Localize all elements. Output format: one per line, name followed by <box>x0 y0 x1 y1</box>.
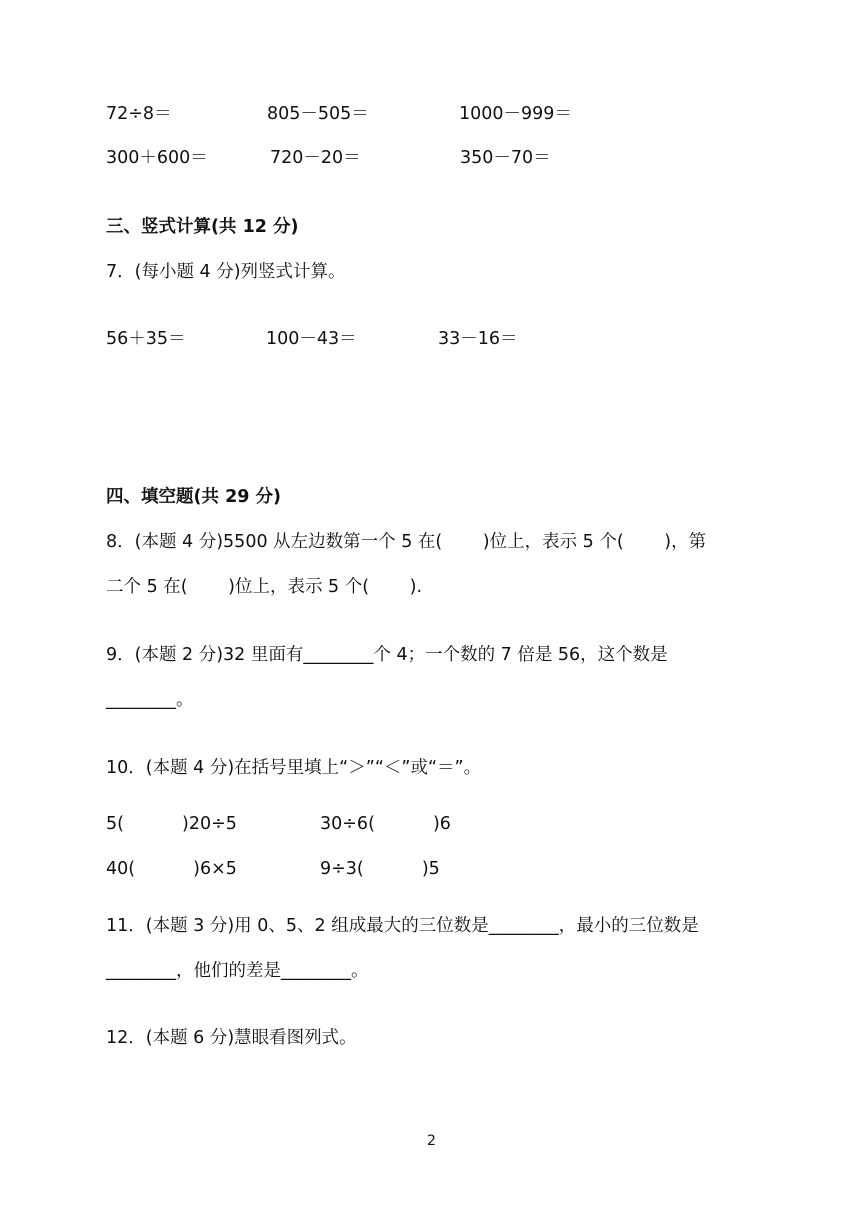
oral-item: 350－70＝ <box>460 148 551 168</box>
compare-item: 5( )20÷5 <box>106 814 237 834</box>
vertical-calc-item: 100－43＝ <box>266 329 357 349</box>
oral-item: 805－505＝ <box>267 104 369 124</box>
question-10: 10．(本题 4 分)在括号里填上“＞”“＜”或“＝”。 <box>106 758 482 778</box>
oral-item: 720－20＝ <box>270 148 361 168</box>
section-4-heading: 四、填空题(共 29 分) <box>106 487 282 507</box>
vertical-calc-item: 56＋35＝ <box>106 329 186 349</box>
compare-item: 30÷6( )6 <box>320 814 451 834</box>
question-11-line-2: ________，他们的差是________。 <box>106 961 369 981</box>
question-9-line-1: 9．(本题 2 分)32 里面有________个 4；一个数的 7 倍是 56，这个数是 <box>106 645 668 665</box>
compare-item: 40( )6×5 <box>106 859 237 879</box>
section-3-heading: 三、竖式计算(共 12 分) <box>106 217 299 237</box>
question-9-line-2: ________。 <box>106 690 194 710</box>
oral-item: 72÷8＝ <box>106 104 172 124</box>
oral-item: 1000－999＝ <box>459 104 572 124</box>
question-7: 7．(每小题 4 分)列竖式计算。 <box>106 262 346 282</box>
page-number: 2 <box>427 1133 436 1149</box>
question-12: 12．(本题 6 分)慧眼看图列式。 <box>106 1028 357 1048</box>
compare-item: 9÷3( )5 <box>320 859 440 879</box>
question-11-line-1: 11．(本题 3 分)用 0、5、2 组成最大的三位数是________，最小的三位数是 <box>106 916 699 936</box>
vertical-calc-item: 33－16＝ <box>438 329 518 349</box>
oral-item: 300＋600＝ <box>106 148 208 168</box>
question-8-line-2: 二个 5 在( )位上，表示 5 个( ). <box>106 577 423 597</box>
question-8-line-1: 8．(本题 4 分)5500 从左边数第一个 5 在( )位上，表示 5 个( )，第 <box>106 532 707 552</box>
